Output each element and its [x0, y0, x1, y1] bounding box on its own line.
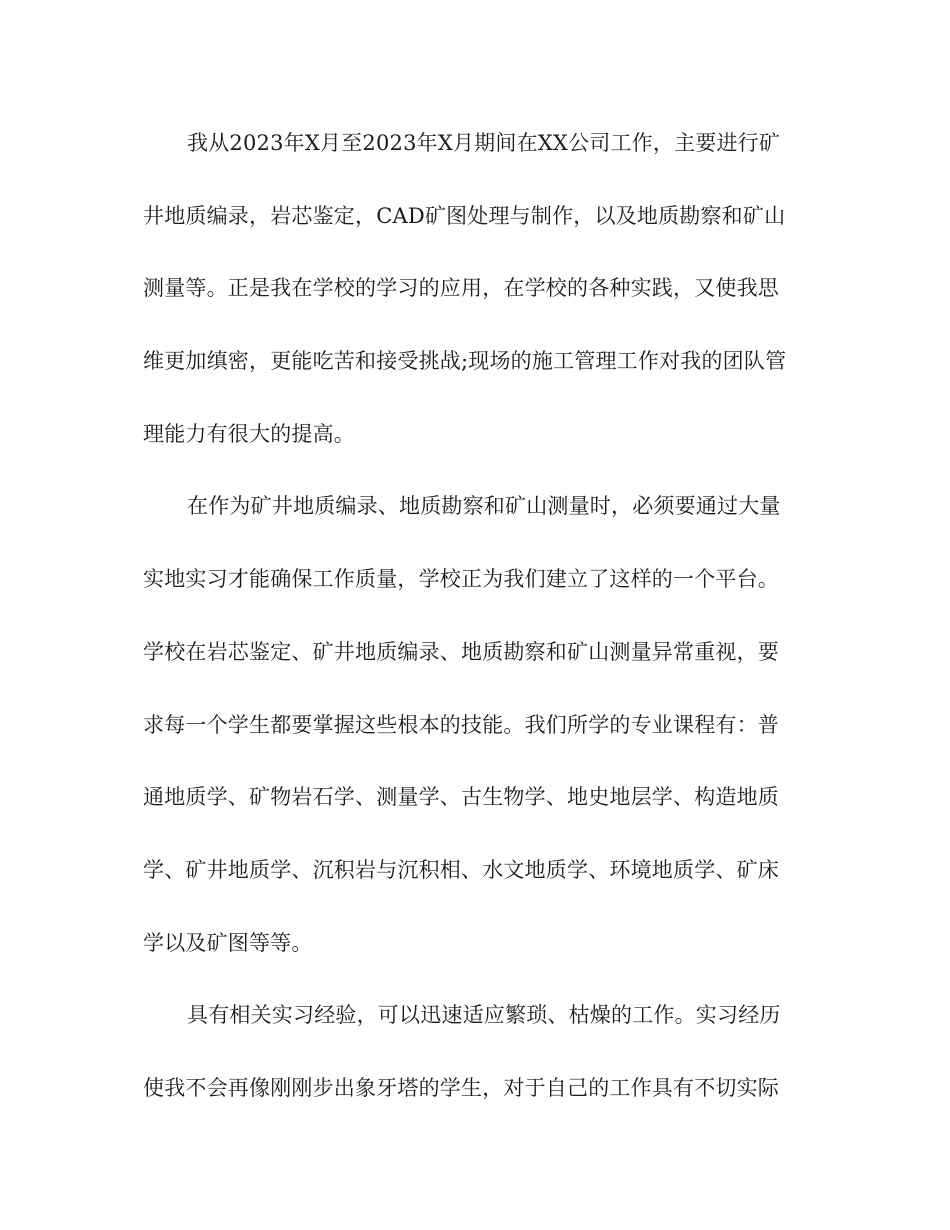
- document-body: [143, 119, 805, 1137]
- text-line: 我从2023年X月至2023年X月期间在XX公司工作，主要进行矿: [187, 131, 781, 155]
- text-line: 测量等。正是我在学校的学习的应用，在学校的各种实践，又使我思: [143, 276, 779, 301]
- text-line: 实地实习才能确保工作质量，学校正为我们建立了这样的一个平台。: [143, 567, 779, 592]
- text-line: 在作为矿井地质编录、地质勘察和矿山测量时，必须要通过大量: [187, 494, 781, 519]
- text-line: 学、矿井地质学、沉积岩与沉积相、水文地质学、环境地质学、矿床: [143, 857, 779, 882]
- text-line: 具有相关实习经验，可以迅速适应繁琐、枯燥的工作。实习经历: [187, 1003, 781, 1028]
- paragraph-internship-experience: [143, 991, 805, 1136]
- text-line: 学校在岩芯鉴定、矿井地质编录、地质勘察和矿山测量异常重视，要: [143, 639, 779, 664]
- text-line: 井地质编录，岩芯鉴定，CAD矿图处理与制作，以及地质勘察和矿山: [143, 203, 786, 228]
- paragraph-school-training: [143, 482, 805, 991]
- text-line: 维更加缜密，更能吃苦和接受挑战;现场的施工管理工作对我的团队管: [143, 349, 787, 374]
- text-line: 理能力有很大的提高。: [143, 421, 355, 446]
- text-line: 通地质学、矿物岩石学、测量学、古生物学、地史地层学、构造地质: [143, 785, 779, 810]
- text-line: 使我不会再像刚刚步出象牙塔的学生，对于自己的工作具有不切实际: [143, 1075, 779, 1100]
- text-line: 求每一个学生都要掌握这些根本的技能。我们所学的专业课程有：普: [143, 712, 779, 737]
- text-line: 学以及矿图等等。: [143, 930, 313, 955]
- paragraph-work-experience: [143, 119, 805, 482]
